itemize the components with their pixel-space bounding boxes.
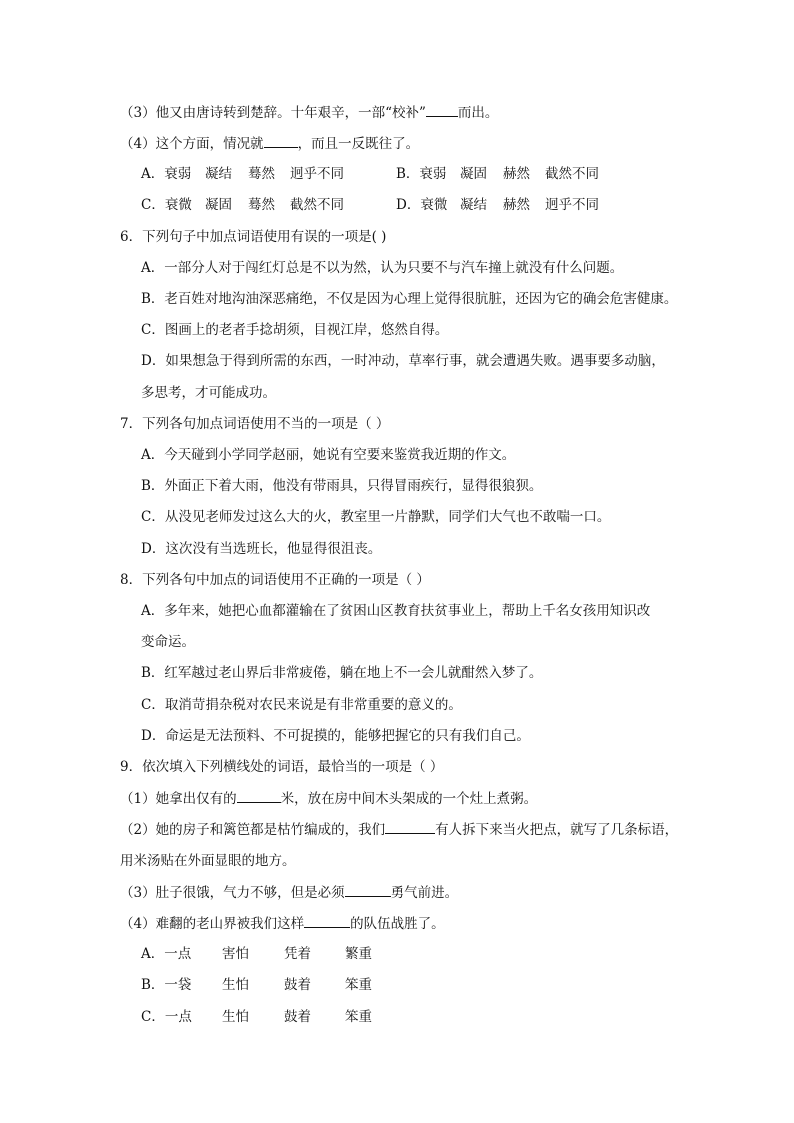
q7-option-d: D．这次没有当选班长，他显得很沮丧。 [141, 541, 382, 557]
q8-stem: 8．下列各句中加点的词语使用不正确的一项是（ ） [120, 572, 430, 588]
q8-option-c: C．取消苛捐杂税对农民来说是有非常重要的意义的。 [141, 697, 462, 713]
blank [385, 819, 435, 834]
q7-stem: 7．下列各句加点词语使用不当的一项是（ ） [120, 416, 390, 432]
blank [237, 788, 281, 803]
q6-option-b: B．老百姓对地沟油深恶痛绝，不仅是因为心理上觉得很肮脏，还因为它的确会危害健康。 [141, 291, 678, 307]
q9-item-2: （2）她的房子和篱笆都是枯竹编成的，我们 有人拆下来当火把点，就写了几条标语， [120, 819, 678, 840]
q9-item-1: （1）她拿出仅有的 米，放在房中间木头架成的一个灶上煮粥。 [120, 788, 537, 809]
q5-item-3: （3）他又由唐诗转到楚辞。十年艰辛，一部“校补” 而出。 [120, 102, 498, 123]
q6-option-d: D．如果想急于得到所需的东西，一时冲动，草率行事，就会遭遇失败。遇事要多动脑， [141, 353, 665, 369]
q6-stem: 6．下列句子中加点词语使用有误的一项是( ) [120, 229, 387, 245]
q9-item-3: （3）肚子很饿，气力不够，但是必须 勇气前进。 [120, 882, 458, 903]
q8-option-a-cont: 变命运。 [141, 634, 195, 650]
q7-option-a: A．今天碰到小学同学赵丽，她说有空要来鉴赏我近期的作文。 [141, 447, 516, 463]
q6-option-c: C．图画上的老者手捻胡须，目视江岸，悠然自得。 [141, 322, 449, 338]
q9-stem: 9．依次填入下列横线处的词语，最恰当的一项是（ ） [120, 759, 444, 775]
blank [264, 133, 298, 148]
blank [426, 102, 458, 117]
q8-option-a: A．多年来，她把心血都灌输在了贫困山区教育扶贫事业上，帮助上千名女孩用知识改 [141, 603, 651, 619]
q6-option-d-cont: 多思考，才可能成功。 [141, 385, 276, 401]
q8-option-d: D．命运是无法预料、不可捉摸的，能够把握它的只有我们自己。 [141, 728, 530, 744]
q5-item-4: （4）这个方面，情况就 ，而且一反既往了。 [120, 133, 419, 154]
blank [345, 882, 391, 897]
q6-option-a: A．一部分人对于闯红灯总是不以为然，认为只要不与汽车撞上就没有什么问题。 [141, 260, 624, 276]
blank [304, 913, 350, 928]
q7-option-c: C．从没见老师发过这么大的火，教室里一片静默，同学们大气也不敢喘一口。 [141, 509, 611, 525]
q8-option-b: B．红军越过老山界后非常疲倦，躺在地上不一会儿就酣然入梦了。 [141, 665, 543, 681]
document-page: （3）他又由唐诗转到楚辞。十年艰辛，一部“校补” 而出。 （4）这个方面，情况就 ，而且一反既往了。 A．衰弱 凝结 蓦然 迥乎不同 B．衰弱 凝固 赫然 截然不同 C．衰微 凝固 蓦然 截然不同 D．衰微 凝结 赫然 迥乎不同 6．下列句子中加点词语使用有误的一项是( ) A．一部分人对于闯红灯总是不以为然，认为只要不与汽车撞上就没有什么问题。 B．老百姓对地沟油深恶痛绝，不仅是因为心理上觉得很肮脏，还因为它的确会危害健康。 C．图画上的老者手捻胡须，目视江岸，悠然自得。 D．如果想急于得到所需的东西，一时冲动，草率行事，就会遭遇失败。遇事要多动脑， 多思考，才可能成功。 7．下列各句加点词语使用不当的一项是（ ） A．今天碰到小学同学赵丽，她说有空要来鉴赏我近期的作文。 B．外面正下着大雨，他没有带雨具，只得冒雨疾行，显得很狼狈。 C．从没见老师发过这么大的火，教室里一片静默，同学们大气也不敢喘一口。 D．这次没有当选班长，他显得很沮丧。 8．下列各句中加点的词语使用不正确的一项是（ ） A．多年来，她把心血都灌输在了贫困山区教育扶贫事业上，帮助上千名女孩用知识改 变命运。 B．红军越过老山界后非常疲倦，躺在地上不一会儿就酣然入梦了。 C．取消苛捐杂税对农民来说是有非常重要的意义的。 D．命运是无法预料、不可捉摸的，能够把握它的只有我们自己。 9．依次填入下列横线处的词语，最恰当的一项是（ ） （1）她拿出仅有的 米，放在房中间木头架成的一个灶上煮粥。 （2）她的房子和篱笆都是枯竹编成的，我们 有人拆下来当火把点，就写了几条标语， 用米汤贴在外面显眼的地方。 （3）肚子很饿，气力不够，但是必须 勇气前进。 （4）难翻的老山界被我们这样 的队伍战胜了。 A．一点 害怕 凭着 繁重 B．一袋 生怕 鼓着 笨重 C．一点 生怕 鼓着 笨重 [0, 0, 794, 1123]
q9-item-2-cont: 用米汤贴在外面显眼的地方。 [120, 853, 296, 869]
q7-option-b: B．外面正下着大雨，他没有带雨具，只得冒雨疾行，显得很狼狈。 [141, 478, 543, 494]
q9-item-4: （4）难翻的老山界被我们这样 的队伍战胜了。 [120, 913, 445, 934]
